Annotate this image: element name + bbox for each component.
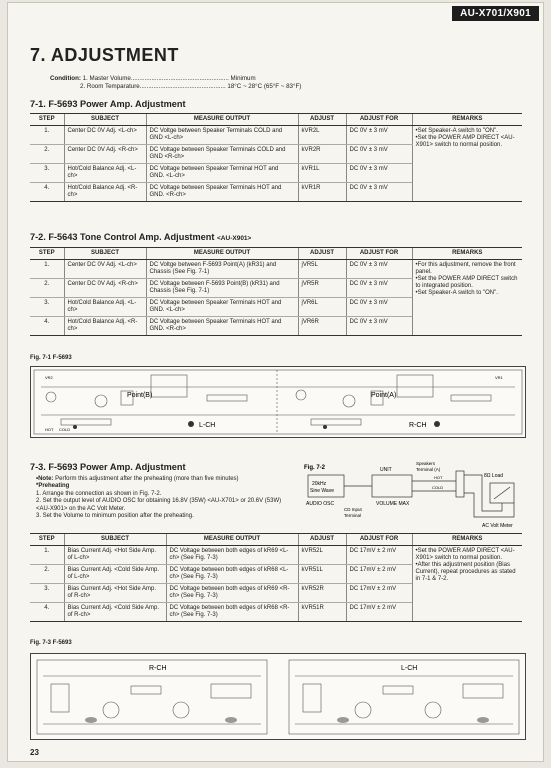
cell-measure: DC Voltage between Speaker Terminals HOT and GND. <R-ch> [146, 183, 298, 202]
cell-remarks [412, 546, 522, 622]
table-7-3 [30, 533, 522, 622]
cell-adjust: jVR6L [298, 298, 346, 317]
fig-7-2-load: 8Ω Load [484, 473, 504, 479]
remark-line: •Set the POWER AMP DIRECT <AU-X901> switch to normal position. [415, 548, 515, 561]
fig-7-3-lch: L-CH [401, 665, 418, 672]
th-measure: MEASURE OUTPUT [166, 534, 298, 546]
fig-7-2-hot: HOT [434, 475, 443, 480]
cell-adjust: kVR2R [298, 145, 346, 164]
fig-7-1-lch: L-CH [199, 422, 216, 429]
preheat-step: 1. Arrange the connection as shown in Fig. 7-2. [36, 490, 162, 497]
model-tag: AU-X701/X901 [452, 6, 539, 21]
cell-measure: DC Voltage between both edges of kR68 <L-ch> (See Fig. 7-3) [166, 565, 298, 584]
cell-subject: Center DC 0V Adj. <R-ch> [64, 145, 146, 164]
manual-page [7, 2, 544, 762]
cell-adjust-for: DC 17mV ± 2 mV [346, 565, 412, 584]
cell-adjust: kVR1R [298, 183, 346, 202]
cell-step: 3. [30, 298, 64, 317]
cell-step: 1. [30, 126, 64, 145]
table-row [30, 546, 522, 565]
cell-adjust: kVR51L [298, 565, 346, 584]
cell-step: 2. [30, 145, 64, 164]
fig-7-2-cd1: CD Input [344, 507, 362, 512]
fig-7-3-board [30, 653, 526, 740]
condition-label: Condition: [50, 75, 81, 82]
cell-adjust-for: DC 0V ± 3 mV [346, 298, 412, 317]
preheat-step: 3. Set the Volume to minimum position after the preheating. [36, 513, 194, 520]
fig-7-2-diagram [304, 461, 524, 531]
th-remarks: REMARKS [412, 248, 522, 260]
th-adjust-for: ADJUST FOR [346, 114, 412, 126]
cell-subject: Bias Current Adj. <Hot Side Amp. of L-ch> [64, 546, 166, 565]
cell-subject: Hot/Cold Balance Adj. <L-ch> [64, 164, 146, 183]
note-label: •Note: [36, 476, 54, 482]
cell-adjust: jVR5R [298, 279, 346, 298]
fig-7-1-hot: HOT [45, 427, 54, 432]
th-subject: SUBJECT [64, 534, 166, 546]
cell-subject: Center DC 0V Adj. <L-ch> [64, 260, 146, 279]
page-title: 7. ADJUSTMENT [30, 45, 179, 65]
cell-adjust: kVR2L [298, 126, 346, 145]
fig-7-1-point-b: Point(B) [127, 392, 153, 399]
fig-7-2-cold: COLD [432, 485, 444, 490]
cell-adjust-for: DC 0V ± 3 mV [346, 317, 412, 336]
remark-line: •For this adjustment, remove the front panel. [415, 262, 516, 275]
section-7-1-title: 7-1. F-5693 Power Amp. Adjustment [30, 99, 186, 109]
fig-7-1-vr2: VR2 [45, 375, 53, 380]
th-step: STEP [30, 534, 64, 546]
section-7-3-title: 7-3. F-5693 Power Amp. Adjustment [30, 462, 186, 472]
th-subject: SUBJECT [64, 248, 146, 260]
cell-step: 1. [30, 260, 64, 279]
cell-subject: Bias Current Adj. <Cold Side Amp. of R-ch> [64, 603, 166, 622]
cell-measure: DC Voltage between Speaker Terminal HOT and GND. <L-ch> [146, 164, 298, 183]
fig-7-1-board [30, 366, 526, 438]
th-adjust: ADJUST [298, 114, 346, 126]
cell-step: 2. [30, 565, 64, 584]
fig-7-3-rch: R-CH [149, 665, 167, 672]
cell-adjust-for: DC 0V ± 3 mV [346, 183, 412, 202]
page-number: 23 [30, 748, 39, 757]
table-row [30, 260, 522, 279]
cell-adjust-for: DC 17mV ± 2 mV [346, 584, 412, 603]
cell-subject: Hot/Cold Balance Adj. <L-ch> [64, 298, 146, 317]
cell-adjust-for: DC 0V ± 3 mV [346, 279, 412, 298]
cell-adjust: jVR5L [298, 260, 346, 279]
cell-step: 2. [30, 279, 64, 298]
cell-measure: DC Voltage between both edges of kR69 <L-ch> (See Fig. 7-3) [166, 546, 298, 565]
cell-measure: DC Voltage between Speaker Terminals COLD and GND <R-ch> [146, 145, 298, 164]
cell-step: 3. [30, 584, 64, 603]
fig-7-2-sine1: 20kHz [312, 481, 327, 487]
cell-adjust-for: DC 0V ± 3 mV [346, 164, 412, 183]
th-subject: SUBJECT [64, 114, 146, 126]
cell-measure: DC Voltage between F-5693 Point(B) (kR31) and Chassis (See Fig. 7-1) [146, 279, 298, 298]
fig-7-3-label: Fig. 7-3 F-5693 [30, 640, 72, 646]
fig-7-2-osc: AUDIO OSC [306, 501, 335, 507]
fig-7-2-cd2: Terminal [344, 513, 362, 518]
note-text: Perform this adjustment after the preheating (more than five minutes) [55, 476, 239, 482]
fig-7-1-drawing [31, 367, 525, 437]
condition-value-1: Minimum [230, 75, 256, 82]
cell-step: 1. [30, 546, 64, 565]
preheat-step: 2. Set the output level of AUDIO OSC for obtaining 16.8V (35W) <AU-X701> or 20.6V (53W) <AU-X901> on the AC Volt Meter. [36, 498, 282, 512]
fig-7-1-vr1: VR1 [495, 375, 503, 380]
cell-step: 4. [30, 317, 64, 336]
fig-7-2-unit: UNIT [380, 467, 392, 473]
cell-subject: Center DC 0V Adj. <L-ch> [64, 126, 146, 145]
table-row [30, 126, 522, 145]
th-measure: MEASURE OUTPUT [146, 248, 298, 260]
cell-subject: Bias Current Adj. <Cold Side Amp. of L-ch> [64, 565, 166, 584]
cell-adjust-for: DC 0V ± 3 mV [346, 126, 412, 145]
fig-7-1-point-a: Point(A) [371, 392, 397, 399]
th-adjust-for: ADJUST FOR [346, 534, 412, 546]
cell-adjust: kVR1L [298, 164, 346, 183]
cell-measure: DC Voltage between Speaker Terminals HOT and GND. <R-ch> [146, 317, 298, 336]
cell-step: 3. [30, 164, 64, 183]
condition-item-1: 1. Master Volume......................................................... [82, 75, 229, 82]
fig-7-3-drawing [31, 654, 525, 739]
cell-adjust-for: DC 0V ± 3 mV [346, 145, 412, 164]
cell-adjust: kVR52R [298, 584, 346, 603]
th-remarks: REMARKS [412, 534, 522, 546]
th-measure: MEASURE OUTPUT [146, 114, 298, 126]
remark-line: •Set Speaker-A switch to "ON". [415, 290, 498, 296]
cell-step: 4. [30, 183, 64, 202]
fig-7-1-label: Fig. 7-1 F-5693 [30, 355, 72, 361]
cell-measure: DC Voltge between F-5693 Point(A) (kR31) and Chassis (See Fig. 7-1) [146, 260, 298, 279]
th-adjust: ADJUST [298, 534, 346, 546]
th-step: STEP [30, 248, 64, 260]
fig-7-2-drawing [304, 461, 524, 531]
fig-7-2-sine2: Sine Wave [310, 488, 334, 494]
cell-adjust-for: DC 17mV ± 2 mV [346, 603, 412, 622]
preheat-label: *Preheating [36, 483, 70, 490]
fig-7-2-terminal: Terminal (A) [416, 467, 441, 472]
section-7-2-title-text: 7-2. F-5643 Tone Control Amp. Adjustment [30, 232, 215, 242]
cell-adjust: kVR51R [298, 603, 346, 622]
section-7-2-subtitle: <AU-X901> [217, 235, 252, 242]
th-adjust-for: ADJUST FOR [346, 248, 412, 260]
condition-value-2: 18°C ~ 28°C (65°F ~ 83°F) [227, 83, 302, 90]
cell-adjust: kVR52L [298, 546, 346, 565]
table-7-1 [30, 113, 522, 202]
cell-measure: DC Voltage between Speaker Terminals HOT and GND. <L-ch> [146, 298, 298, 317]
remark-line: •Set the POWER AMP DIRECT switch to integrated position. [415, 276, 518, 289]
fig-7-2-label: Fig. 7-2 [304, 465, 326, 471]
cell-adjust-for: DC 17mV ± 2 mV [346, 546, 412, 565]
cell-measure: DC Voltage between both edges of kR69 <R-ch> (See Fig. 7-3) [166, 584, 298, 603]
th-step: STEP [30, 114, 64, 126]
condition-item-2: 2. Room Temparature.................................................. [80, 83, 226, 90]
section-7-2-title [30, 232, 251, 242]
remark-line: •After this adjustment position (Bias Current), repeat procedures as stated in 7-1 & 7-2. [415, 562, 516, 582]
cell-subject: Hot/Cold Balance Adj. <R-ch> [64, 317, 146, 336]
cell-measure: DC Voltage between both edges of kR68 <R-ch> (See Fig. 7-3) [166, 603, 298, 622]
cell-step: 4. [30, 603, 64, 622]
cell-remarks [412, 260, 522, 336]
fig-7-2-vol: VOLUME MAX [376, 501, 410, 507]
cell-subject: Bias Current Adj. <Hot Side Amp. of R-ch> [64, 584, 166, 603]
th-remarks: REMARKS [412, 114, 522, 126]
cell-remarks [412, 126, 522, 202]
remark-line: •Set the POWER AMP DIRECT <AU-X901> switch to normal position. [415, 135, 515, 148]
fig-7-2-speakers: Speakers [416, 461, 436, 466]
cell-subject: Center DC 0V Adj. <R-ch> [64, 279, 146, 298]
cell-measure: DC Voltge between Speaker Terminals COLD and GND <L-ch> [146, 126, 298, 145]
fig-7-2-meter: AC Volt Meter [482, 523, 513, 529]
cell-adjust: jVR6R [298, 317, 346, 336]
table-7-2 [30, 247, 522, 336]
fig-7-1-cold: COLD [59, 427, 71, 432]
th-adjust: ADJUST [298, 248, 346, 260]
cell-subject: Hot/Cold Balance Adj. <R-ch> [64, 183, 146, 202]
cell-adjust-for: DC 0V ± 3 mV [346, 260, 412, 279]
preheat-note [36, 476, 296, 520]
condition-block [50, 75, 301, 91]
remark-line: •Set Speaker-A switch to "ON". [415, 128, 498, 134]
fig-7-1-rch: R-CH [409, 422, 427, 429]
